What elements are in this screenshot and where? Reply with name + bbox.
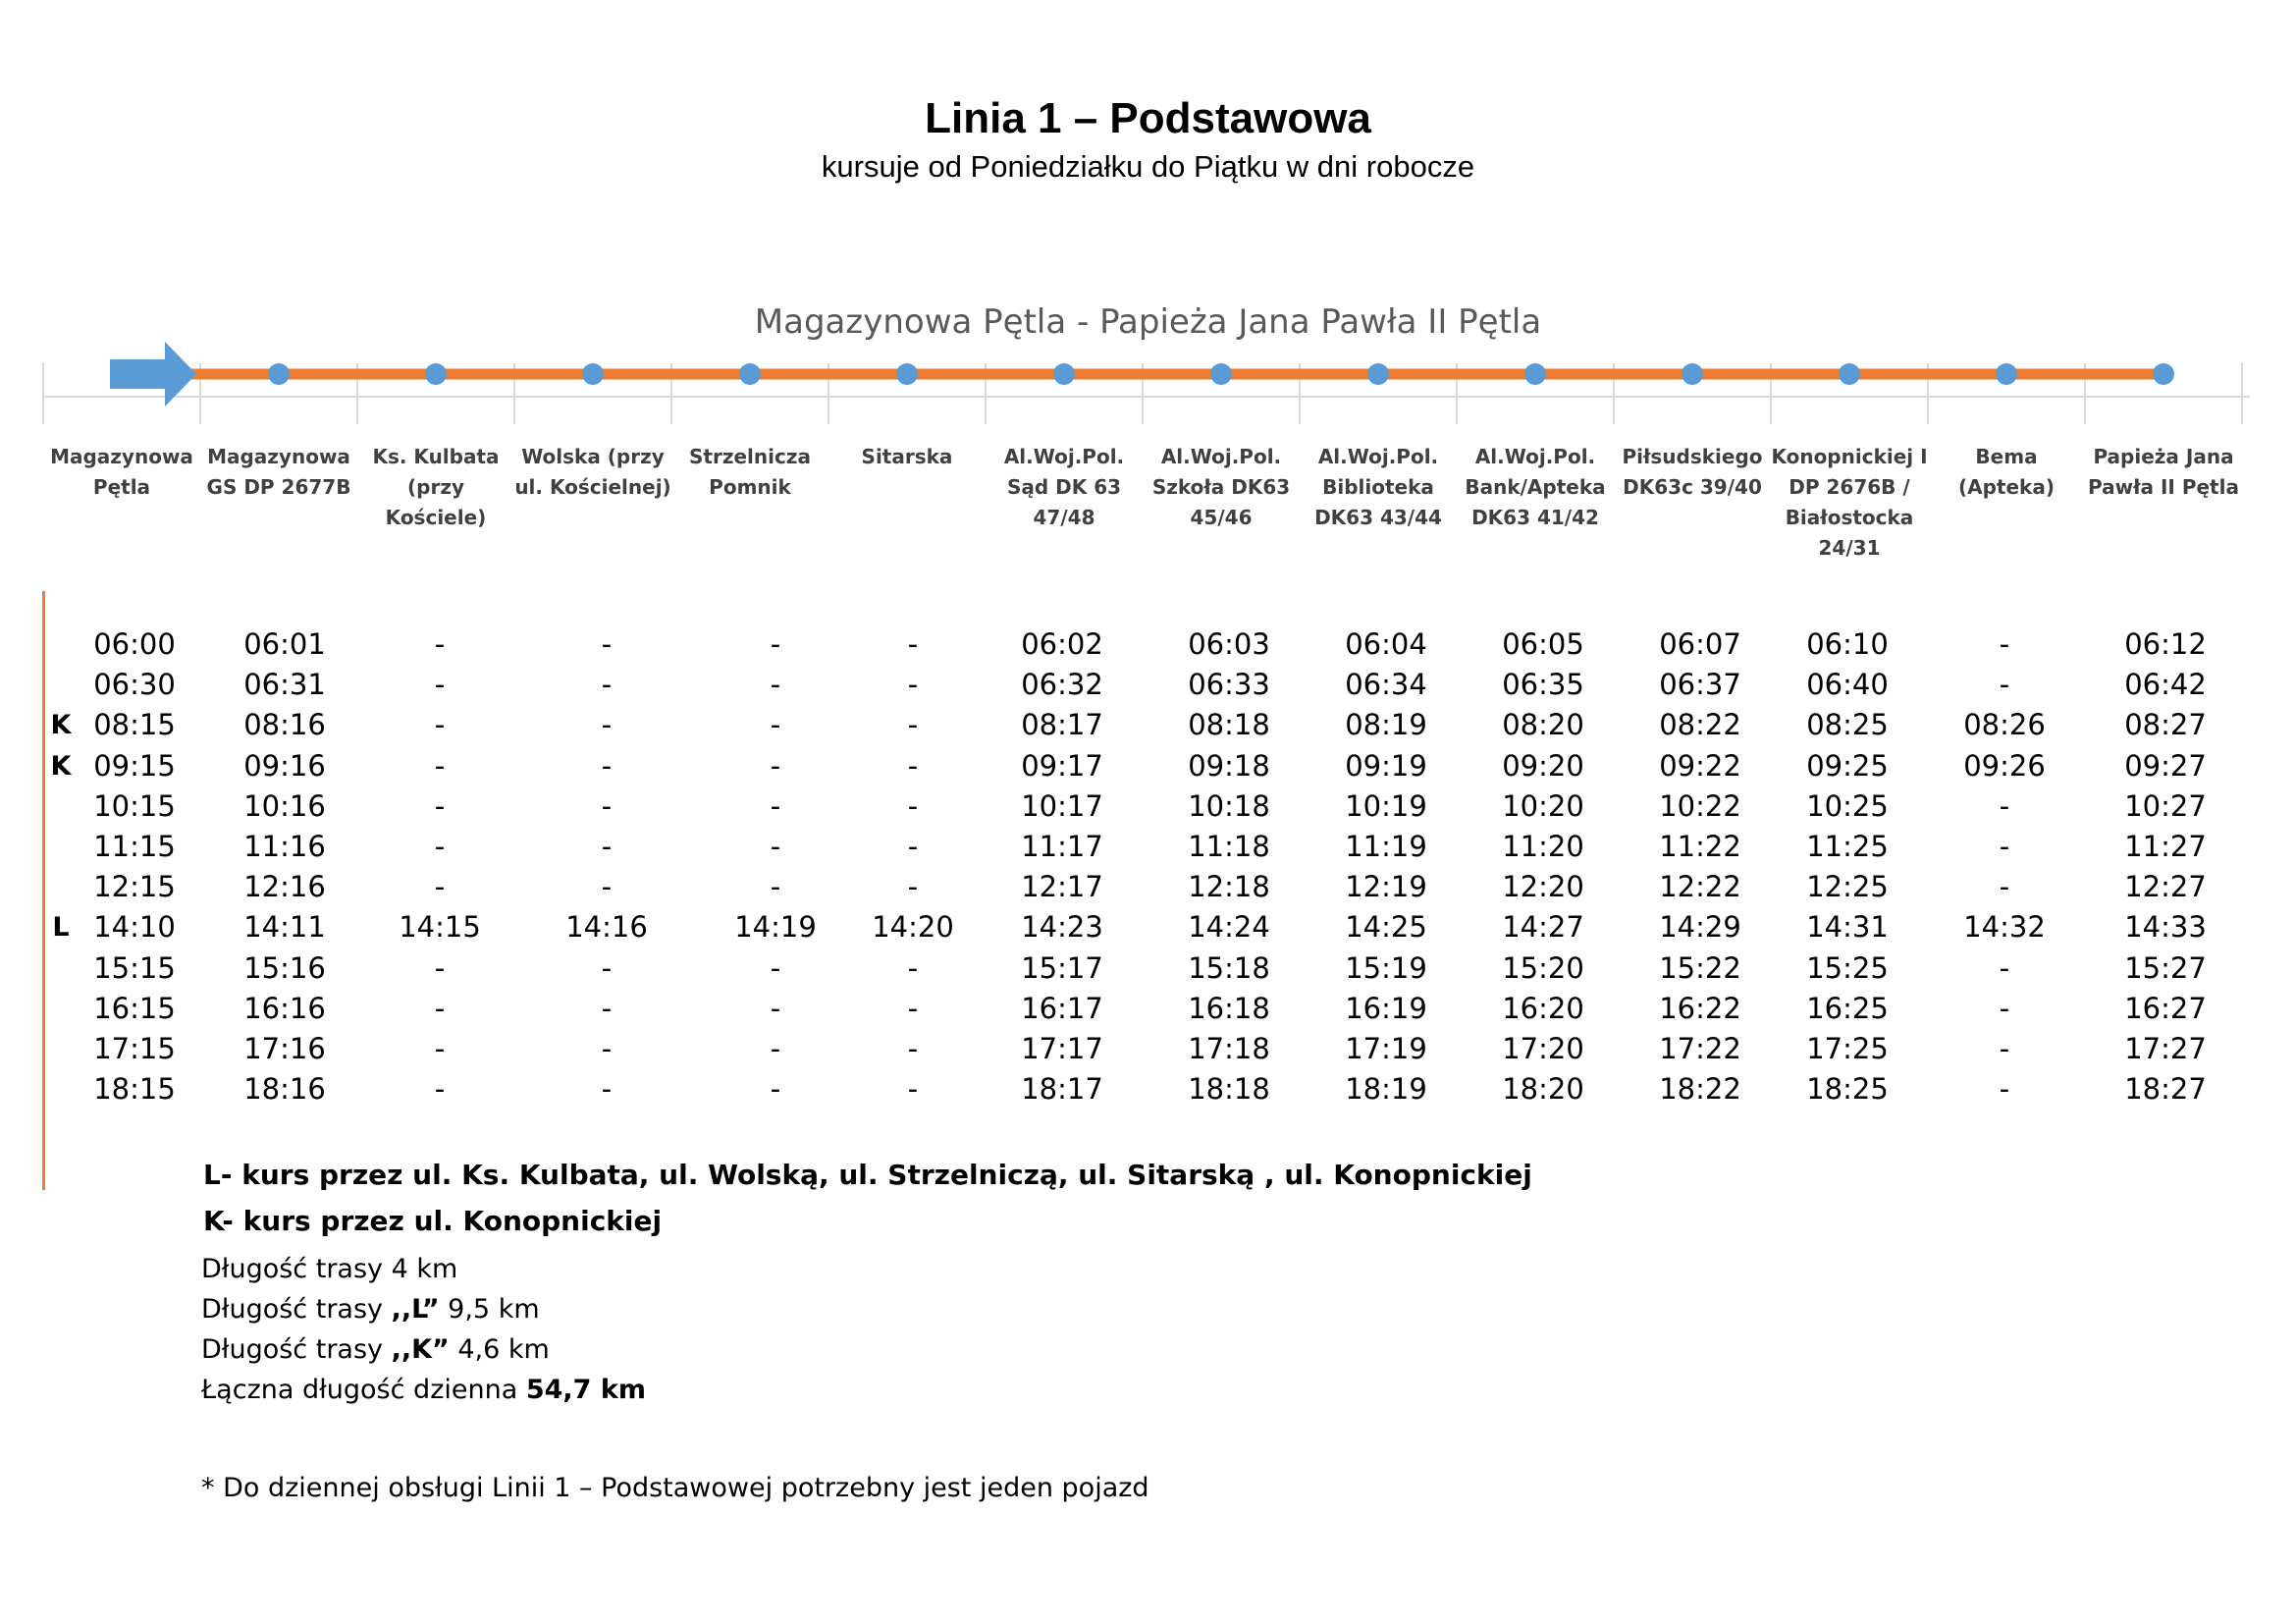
departure-time: - [907,668,919,702]
departure-time: - [601,627,613,661]
stop-label [671,442,828,503]
departure-time: 14:25 [1345,910,1427,945]
note-k-course: K- kurs przez ul. Konopnickiej [203,1205,663,1237]
departure-time: - [434,950,446,985]
departure-time: 16:15 [93,991,176,1025]
stop-label-line: Papieża Jana [2093,445,2234,468]
stop-label [1457,442,1614,533]
stop-label [1928,442,2085,503]
departure-time: 11:22 [1659,830,1741,863]
departure-time: 12:17 [1021,870,1103,904]
departure-time: 10:19 [1345,788,1427,823]
departure-time: - [601,870,613,904]
departure-time: 11:20 [1502,830,1584,863]
stop-marker [425,363,447,385]
stop-marker [1996,363,2017,385]
departure-time: 08:18 [1188,708,1270,742]
stop-label-line: 45/46 [1190,506,1253,529]
departure-time: - [1999,627,2010,661]
departure-time: 06:31 [243,668,326,702]
departure-time: 15:17 [1021,950,1103,985]
departure-time: - [907,1032,919,1065]
departure-time: 14:23 [1021,910,1103,945]
stop-label [43,442,200,503]
departure-time: 15:22 [1659,950,1741,985]
departure-time: - [907,830,919,863]
timetable-row [0,786,2296,827]
stop-marker [1839,363,1860,385]
departure-time: - [434,1032,446,1065]
note-daily-length [201,1375,646,1405]
route-diagram [0,0,2296,452]
stop-marker [2153,363,2174,385]
stop-marker [1210,363,1232,385]
stop-label-line: Bank/Apteka [1465,475,1606,499]
departure-time: 16:16 [243,991,326,1025]
stop-marker [1053,363,1075,385]
departure-time: - [770,1032,781,1065]
departure-time: - [770,708,781,742]
departure-time: 15:25 [1806,950,1889,985]
departure-time: 15:20 [1502,950,1584,985]
departure-time: 14:32 [1963,910,2046,945]
departure-time: 06:40 [1806,668,1889,702]
departure-time: 11:27 [2124,830,2207,863]
stop-label-line: Biblioteka [1322,475,1434,499]
length-k-quote: ,,K” [391,1334,450,1365]
departure-time: 15:27 [2124,950,2207,985]
stop-label [200,442,357,503]
stop-label-line: DK63 41/42 [1471,506,1599,529]
departure-time: - [434,830,446,863]
departure-time: 06:05 [1502,627,1584,661]
departure-time: 18:27 [2124,1072,2207,1107]
departure-time: 11:19 [1345,830,1427,863]
departure-time: 17:19 [1345,1032,1427,1065]
departure-time: 15:19 [1345,950,1427,985]
stop-label-line: (przy Kościele) [385,475,487,529]
stop-label-line: Białostocka [1785,506,1914,529]
stop-label-line: Bema (Apteka) [1958,445,2055,499]
stop-marker [1367,363,1389,385]
departure-time: 08:26 [1963,708,2046,742]
departure-time: - [907,950,919,985]
departure-time: - [601,991,613,1025]
departure-time: - [434,708,446,742]
departure-time: 06:35 [1502,668,1584,702]
departure-time: - [601,788,613,823]
stop-label-line: Pomnik [709,475,791,499]
departure-time: - [601,830,613,863]
stop-label [1300,442,1457,533]
departure-time: 16:19 [1345,991,1427,1025]
stop-label-line: Magazynowa [50,445,193,468]
departure-time: 17:16 [243,1032,326,1065]
page-subtitle: kursuje od Poniedziałku do Piątku w dni robocze [821,149,1475,184]
departure-time: 09:15 [93,748,176,783]
departure-time: 14:19 [734,910,817,945]
stop-label-line: GS DP 2677B [206,475,351,499]
departure-time: - [434,1072,446,1107]
departure-time: 06:02 [1021,627,1103,661]
departure-time: 09:17 [1021,748,1103,783]
departure-time: - [770,870,781,904]
departure-time: 14:10 [93,910,176,945]
note-length-base: Długość trasy 4 km [201,1254,458,1284]
stop-label [2085,442,2242,503]
length-k-value: 4,6 km [449,1334,550,1365]
departure-time: 08:25 [1806,708,1889,742]
departure-time: - [434,668,446,702]
stop-label [1771,442,1928,564]
departure-time: 06:34 [1345,668,1427,702]
departure-time: 11:18 [1188,830,1270,863]
stop-label-line: Pawła II Pętla [2088,475,2239,499]
stop-label [1614,442,1771,503]
departure-time: - [907,748,919,783]
timetable-row [0,907,2296,947]
page-title: Linia 1 – Podstawowa [925,94,1371,142]
stop-label-line: ul. Kościelnej) [514,475,671,499]
departure-time: 08:22 [1659,708,1741,742]
departure-time: 16:18 [1188,991,1270,1025]
departure-time: - [770,627,781,661]
stop-label-line: DK63 43/44 [1314,506,1442,529]
departure-time: 06:30 [93,668,176,702]
departure-time: 14:20 [872,910,954,945]
stop-label-line: DP 2676B / [1789,475,1910,499]
departure-time: 12:18 [1188,870,1270,904]
length-k-prefix: Długość trasy [201,1334,392,1365]
timetable-row [0,705,2296,745]
departure-time: - [434,870,446,904]
departure-time: 12:15 [93,870,176,904]
departure-time: 08:15 [93,708,176,742]
stop-marker [896,363,918,385]
stop-label [828,442,986,472]
departure-time: - [434,748,446,783]
course-flag: K [50,710,72,741]
departure-time: 10:27 [2124,788,2207,823]
departure-time: 06:32 [1021,668,1103,702]
departure-time: 17:27 [2124,1032,2207,1065]
departure-time: 09:26 [1963,748,2046,783]
departure-time: 17:18 [1188,1032,1270,1065]
departure-time: - [434,991,446,1025]
departure-time: 11:16 [243,830,326,863]
departure-time: 16:22 [1659,991,1741,1025]
departure-time: 14:29 [1659,910,1741,945]
stop-label-line: Piłsudskiego [1622,445,1763,468]
length-l-prefix: Długość trasy [201,1294,392,1325]
departure-time: 06:42 [2124,668,2207,702]
departure-time: 10:20 [1502,788,1584,823]
departure-time: - [1999,1032,2010,1065]
departure-time: 08:20 [1502,708,1584,742]
departure-time: 18:19 [1345,1072,1427,1107]
stop-label-line: Sitarska [861,445,953,468]
stop-label-line: Sąd DK 63 [1006,475,1122,499]
departure-time: - [1999,668,2010,702]
departure-time: 18:20 [1502,1072,1584,1107]
length-l-quote: ,,L” [391,1294,440,1325]
departure-time: 18:22 [1659,1072,1741,1107]
departure-time: 16:17 [1021,991,1103,1025]
departure-time: 11:17 [1021,830,1103,863]
departure-time: - [1999,870,2010,904]
timetable-row [0,867,2296,907]
note-length-l [201,1294,540,1325]
departure-time: 14:24 [1188,910,1270,945]
departure-time: - [770,991,781,1025]
departure-time: 16:25 [1806,991,1889,1025]
departure-time: - [770,748,781,783]
departure-time: 10:22 [1659,788,1741,823]
route-name: Magazynowa Pętla - Papieża Jana Pawła II Pętla [754,302,1542,342]
departure-time: - [434,627,446,661]
stop-label-line: 47/48 [1033,506,1095,529]
departure-time: - [770,668,781,702]
stop-label [986,442,1143,533]
departure-time: 06:37 [1659,668,1741,702]
timetable-row [0,1069,2296,1110]
departure-time: 15:18 [1188,950,1270,985]
stop-label [514,442,671,503]
stop-marker [582,363,604,385]
departure-time: 17:20 [1502,1032,1584,1065]
departure-time: 08:17 [1021,708,1103,742]
departure-time: - [1999,950,2010,985]
stop-label-line: Wolska (przy [521,445,665,468]
departure-time: 06:07 [1659,627,1741,661]
timetable-row [0,827,2296,867]
daily-prefix: Łączna długość dzienna [201,1375,526,1405]
departure-time: 14:31 [1806,910,1889,945]
stop-label-line: Szkoła DK63 [1151,475,1291,499]
stop-marker [1524,363,1546,385]
departure-time: 06:03 [1188,627,1270,661]
departure-time: 18:25 [1806,1072,1889,1107]
stop-label-line: Pętla [92,475,151,499]
note-length-k [201,1334,550,1365]
departure-time: - [907,708,919,742]
footnote: * Do dziennej obsługi Linii 1 – Podstawowej potrzebny jest jeden pojazd [201,1473,1149,1503]
daily-value: 54,7 km [525,1375,646,1405]
departure-time: 06:33 [1188,668,1270,702]
departure-time: - [907,991,919,1025]
departure-time: - [601,748,613,783]
course-flag: L [52,912,70,944]
departure-time: 16:27 [2124,991,2207,1025]
departure-time: 09:18 [1188,748,1270,783]
departure-time: 09:20 [1502,748,1584,783]
timetable-row [0,624,2296,665]
stop-label-line: DK63c 39/40 [1623,475,1762,499]
stop-marker [1682,363,1703,385]
departure-time: 17:17 [1021,1032,1103,1065]
departure-time: 09:22 [1659,748,1741,783]
departure-time: 06:01 [243,627,326,661]
stop-label-line: Al.Woj.Pol. [1474,445,1596,468]
departure-time: 18:18 [1188,1072,1270,1107]
departure-time: 06:12 [2124,627,2207,661]
departure-time: 12:16 [243,870,326,904]
stop-marker [739,363,761,385]
departure-time: 14:16 [565,910,648,945]
departure-time: 12:25 [1806,870,1889,904]
length-l-value: 9,5 km [439,1294,540,1325]
departure-time: - [907,788,919,823]
departure-time: - [601,1072,613,1107]
departure-time: 17:22 [1659,1032,1741,1065]
departure-time: - [770,1072,781,1107]
note-l-course: L- kurs przez ul. Ks. Kulbata, ul. Wolską, ul. Strzelniczą, ul. Sitarską , ul. Konopnickiej [203,1159,1532,1191]
stop-label-line: 24/31 [1818,536,1881,560]
departure-time: - [770,788,781,823]
departure-time: - [601,1032,613,1065]
departure-time: 11:25 [1806,830,1889,863]
departure-time: 12:19 [1345,870,1427,904]
departure-time: 15:16 [243,950,326,985]
departure-time: - [770,950,781,985]
departure-time: - [601,950,613,985]
departure-time: 09:19 [1345,748,1427,783]
departure-time: - [434,788,446,823]
departure-time: 14:15 [399,910,481,945]
stop-label-line: Al.Woj.Pol. [1003,445,1125,468]
departure-time: - [907,627,919,661]
departure-time: 10:15 [93,788,176,823]
departure-time: - [601,668,613,702]
departure-time: - [907,870,919,904]
departure-time: 12:22 [1659,870,1741,904]
departure-time: 18:15 [93,1072,176,1107]
stop-label-line: Ks. Kulbata [372,445,500,468]
departure-time: - [1999,830,2010,863]
timetable-row [0,948,2296,989]
departure-time: - [601,708,613,742]
departure-time: 12:27 [2124,870,2207,904]
departure-time: 18:16 [243,1072,326,1107]
departure-time: 17:15 [93,1032,176,1065]
course-flag: K [50,750,72,782]
stop-label [1143,442,1300,533]
departure-time: - [770,830,781,863]
stop-label-line: Strzelnicza [689,445,811,468]
stop-label-line: Al.Woj.Pol. [1160,445,1282,468]
departure-time: 09:25 [1806,748,1889,783]
stop-label-line: Al.Woj.Pol. [1317,445,1439,468]
departure-time: 09:16 [243,748,326,783]
departure-time: 11:15 [93,830,176,863]
timetable-row [0,746,2296,786]
departure-time: 17:25 [1806,1032,1889,1065]
departure-time: - [1999,788,2010,823]
departure-time: 08:16 [243,708,326,742]
departure-time: 10:18 [1188,788,1270,823]
departure-time: 14:11 [243,910,326,945]
departure-time: 10:25 [1806,788,1889,823]
departure-time: 14:27 [1502,910,1584,945]
departure-time: 08:27 [2124,708,2207,742]
departure-time: 10:17 [1021,788,1103,823]
departure-time: 14:33 [2124,910,2207,945]
stop-marker [268,363,290,385]
departure-time: - [1999,991,2010,1025]
departure-time: 16:20 [1502,991,1584,1025]
departure-time: 08:19 [1345,708,1427,742]
stop-label-line: Konopnickiej I [1771,445,1928,468]
departure-time: 06:10 [1806,627,1889,661]
timetable-row [0,665,2296,705]
departure-time: 06:04 [1345,627,1427,661]
departure-time: 18:17 [1021,1072,1103,1107]
departure-time: - [1999,1072,2010,1107]
departure-time: 10:16 [243,788,326,823]
departure-time: 12:20 [1502,870,1584,904]
timetable-row [0,989,2296,1029]
departure-time: 09:27 [2124,748,2207,783]
stop-label-line: Magazynowa [207,445,350,468]
departure-time: 15:15 [93,950,176,985]
departure-time: - [907,1072,919,1107]
departure-time: 06:00 [93,627,176,661]
stop-label [357,442,514,533]
timetable-row [0,1029,2296,1069]
